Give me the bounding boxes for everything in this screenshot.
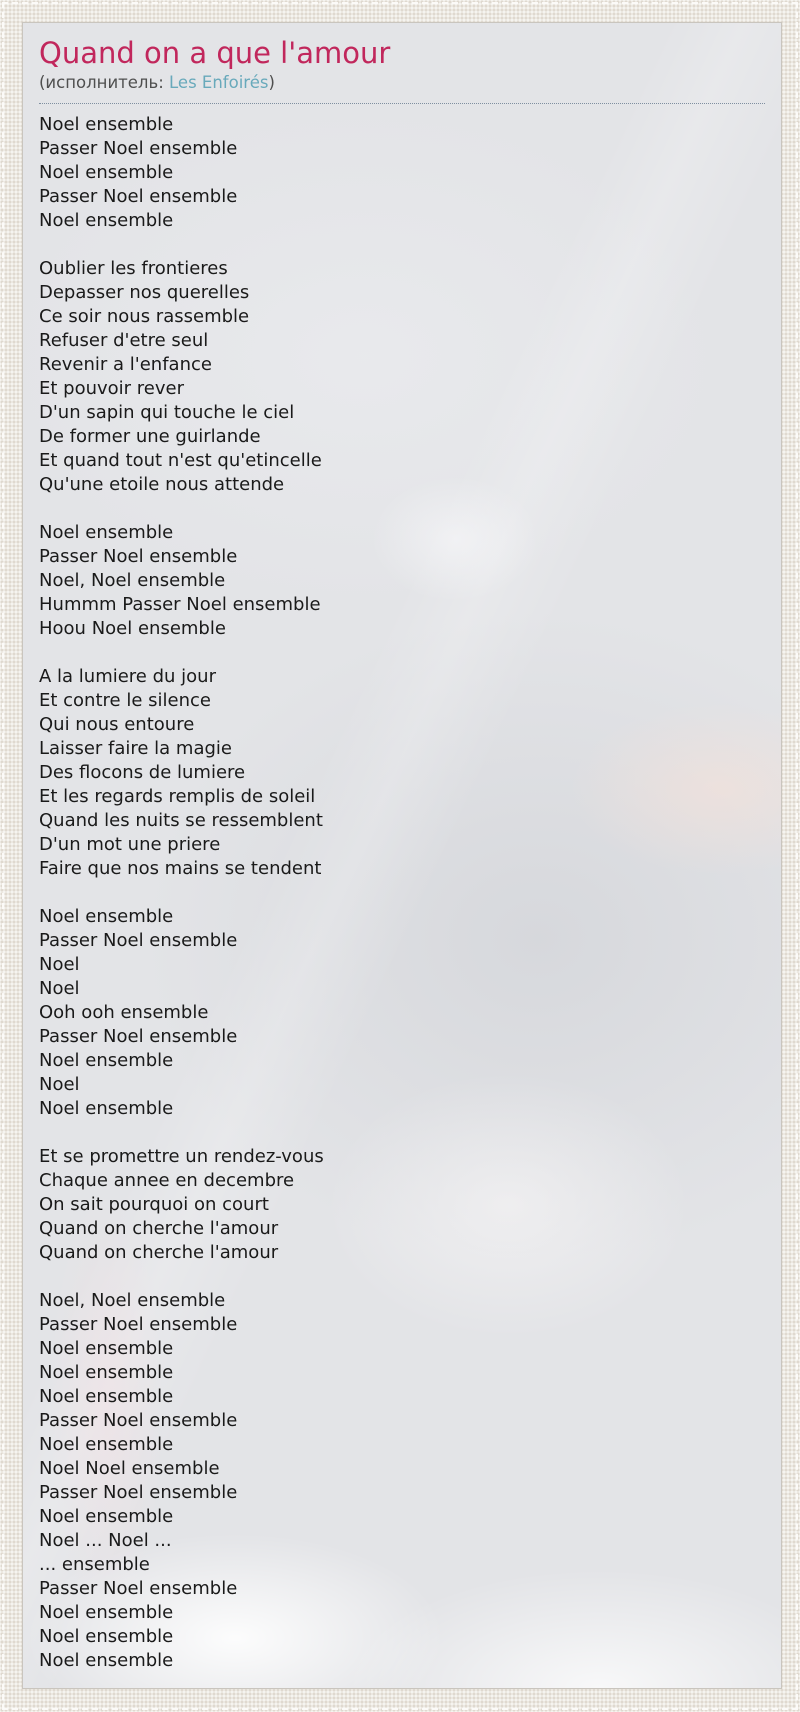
artist-label-prefix: (исполнитель: [39, 73, 170, 93]
artist-label-suffix: ) [268, 73, 275, 93]
lyrics-stanza: Noel ensemble Passer Noel ensemble Noel Noel Ooh ooh ensemble Passer Noel ensemble Noel ensemble Noel Noel ensemble [39, 905, 238, 1119]
lyrics-stanza: Oublier les frontieres Depasser nos querelles Ce soir nous rassemble Refuser d'etre seul Revenir a l'enfance Et pouvoir rever D'un sapin qui touche le ciel De former une guirlande Et quand tout n'est qu'etincelle Qu'une etoile nous attende [39, 257, 322, 495]
lyrics-card [22, 22, 782, 1689]
song-title: Quand on a que l'amour [39, 36, 391, 70]
lyrics-stanza: Noel, Noel ensemble Passer Noel ensemble Noel ensemble Noel ensemble Noel ensemble Passer Noel ensemble Noel ensemble Noel Noel ensemble Passer Noel ensemble Noel ensemble Noel ... Noel ... ... ensemble Passer Noel ensemble Noel ensemble Noel ensemble Noel ensemble [39, 1289, 238, 1671]
lyrics-stanza: Noel ensemble Passer Noel ensemble Noel, Noel ensemble Hummm Passer Noel ensemble Hoou Noel ensemble [39, 521, 321, 639]
artist-link[interactable]: Les Enfoirés [169, 73, 269, 93]
lyrics-stanza: Noel ensemble Passer Noel ensemble Noel ensemble Passer Noel ensemble Noel ensemble [39, 113, 238, 231]
artist-line [39, 72, 765, 103]
lyrics-stanza: A la lumiere du jour Et contre le silence Qui nous entoure Laisser faire la magie Des flocons de lumiere Et les regards remplis de soleil Quand les nuits se ressemblent D'un mot une priere Faire que nos mains se tendent [39, 665, 323, 879]
lyrics-text [39, 113, 765, 1673]
lyrics-stanza: Et se promettre un rendez-vous Chaque annee en decembre On sait pourquoi on court Quand on cherche l'amour Quand on cherche l'amour [39, 1145, 324, 1263]
